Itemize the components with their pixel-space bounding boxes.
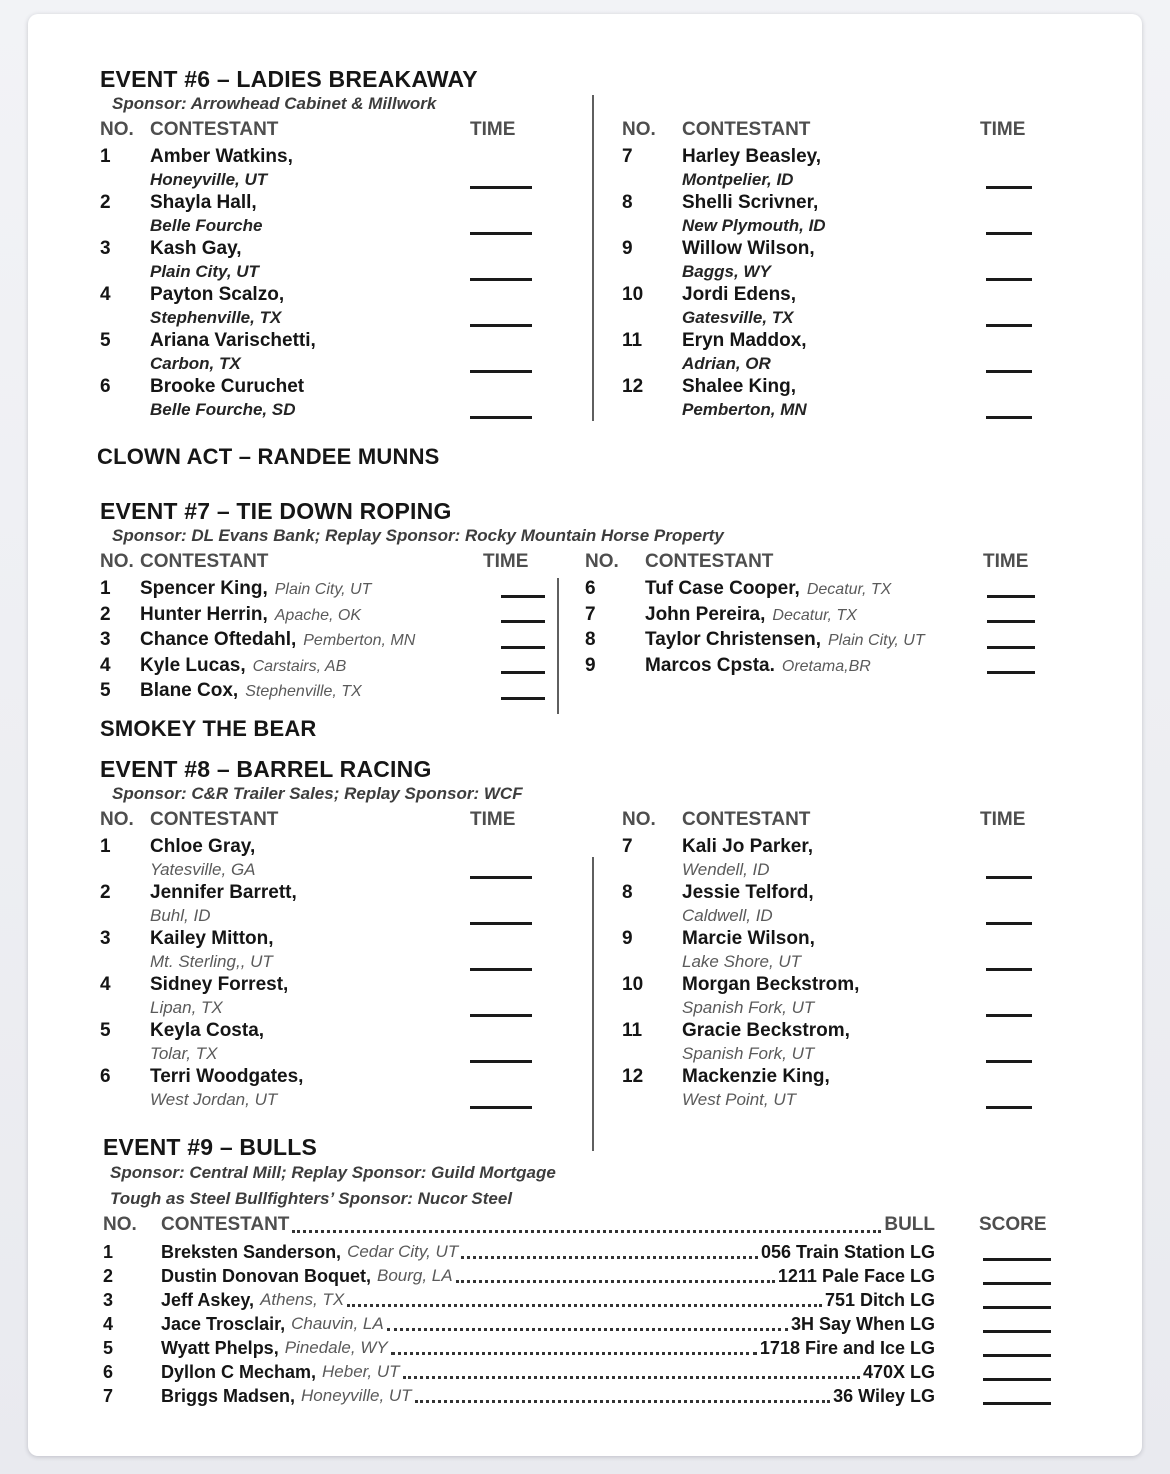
contestant-name: Briggs Madsen, <box>161 1386 296 1406</box>
contestant-name: Chloe Gray, <box>150 836 256 857</box>
contestant-name: Kash Gay, <box>150 238 242 259</box>
contestant-row <box>622 835 1032 881</box>
event-9-title: EVENT #9 – BULLS <box>103 1134 318 1160</box>
contestant-number: 12 <box>622 376 644 397</box>
dotted-leader <box>415 1400 831 1403</box>
time-blank-line <box>986 1106 1032 1109</box>
contestant-city: Decatur, TX <box>772 606 857 624</box>
contestant-name: Brooke Curuchet <box>150 376 305 397</box>
contestant-number: 3 <box>103 1290 114 1310</box>
smokey-heading: SMOKEY THE BEAR <box>100 716 317 741</box>
contestant-row <box>100 603 545 629</box>
contestant-name: Shalee King, <box>682 376 797 397</box>
time-blank-line <box>987 671 1035 674</box>
contestant-name: Shayla Hall, <box>150 192 257 213</box>
contestant-city: Decatur, TX <box>806 581 892 598</box>
contestant-number: 3 <box>100 928 111 949</box>
header-time: TIME <box>980 809 1026 830</box>
contestant-number: 6 <box>103 1362 114 1382</box>
contestant-city: Mt. Sterling,, UT <box>150 952 273 971</box>
contestant-name: Keyla Costa, <box>150 1020 265 1041</box>
contestant-row <box>100 654 545 680</box>
contestant-city: Yatesville, GA <box>150 860 256 879</box>
contestant-row <box>622 881 1032 927</box>
contestant-city: Cedar City, UT <box>347 1242 459 1261</box>
contestant-name: Mackenzie King, <box>682 1066 830 1087</box>
header-time: TIME <box>483 551 529 572</box>
event-7-sponsor: Sponsor: DL Evans Bank; Replay Sponsor: Rocky Mountain Horse Property <box>112 526 724 545</box>
contestant-row <box>100 329 532 375</box>
event-6-sponsor: Sponsor: Arrowhead Cabinet & Millwork <box>112 94 437 113</box>
contestant-name: Breksten Sanderson, <box>161 1242 342 1262</box>
contestant-number: 11 <box>622 1020 643 1041</box>
time-blank-line <box>986 186 1032 189</box>
score-blank-line <box>983 1354 1051 1357</box>
header-contestant: CONTESTANT <box>161 1214 290 1235</box>
contestant-city: New Plymouth, ID <box>682 216 826 235</box>
contestant-city: Stephenville, TX <box>245 683 362 700</box>
contestant-name: Marcie Wilson, <box>682 928 815 949</box>
contestant-city: Plain City, UT <box>274 581 372 598</box>
bull-row <box>103 1264 1060 1288</box>
bull-row <box>103 1384 1060 1408</box>
contestant-name: Marcos Cpsta. <box>645 654 775 676</box>
time-blank-line <box>986 876 1032 879</box>
contestant-number: 1 <box>100 578 111 599</box>
contestant-city: Chauvin, LA <box>291 1314 384 1333</box>
time-blank-line <box>501 620 545 623</box>
column-header <box>103 1212 1060 1238</box>
contestant-city: Heber, UT <box>322 1362 400 1381</box>
contestant-row <box>100 881 532 927</box>
event-8-right-column <box>622 807 1032 1111</box>
contestant-number: 1 <box>100 146 111 167</box>
header-contestant: CONTESTANT <box>682 119 811 140</box>
time-blank-line <box>987 620 1035 623</box>
contestant-number: 9 <box>622 928 633 949</box>
contestant-number: 9 <box>622 238 633 259</box>
contestant-city: Honeyville, UT <box>301 1386 412 1405</box>
contestant-city: Carstairs, AB <box>252 657 347 675</box>
header-time: TIME <box>470 809 516 830</box>
column-header <box>100 807 532 833</box>
contestant-name: Shelli Scrivner, <box>682 192 819 213</box>
header-contestant: CONTESTANT <box>150 809 279 830</box>
score-blank-line <box>983 1306 1051 1309</box>
time-blank-line <box>986 370 1032 373</box>
contestant-row <box>622 145 1032 191</box>
contestant-row <box>100 237 532 283</box>
column-divider <box>592 95 594 421</box>
contestant-number: 9 <box>585 654 596 676</box>
contestant-row <box>585 654 1035 680</box>
contestant-number: 5 <box>100 1020 111 1041</box>
contestant-number: 7 <box>622 836 633 857</box>
program-page <box>28 14 1142 1456</box>
contestant-city: Plain City, UT <box>150 262 259 281</box>
column-header <box>585 549 1035 575</box>
time-blank-line <box>470 968 532 971</box>
contestant-name: Kali Jo Parker, <box>682 836 813 857</box>
contestant-name: Hunter Herrin, <box>140 603 268 625</box>
header-score: SCORE <box>979 1214 1047 1235</box>
event-7-title: EVENT #7 – TIE DOWN ROPING <box>100 498 452 524</box>
contestant-row <box>622 191 1032 237</box>
dotted-leader <box>461 1256 758 1259</box>
score-blank-line <box>983 1258 1051 1261</box>
contestant-name: Jessie Telford, <box>682 882 814 903</box>
contestant-city: Gatesville, TX <box>682 308 794 327</box>
time-blank-line <box>987 595 1035 598</box>
contestant-row <box>100 1065 532 1111</box>
bull-name: 751 Ditch LG <box>824 1290 935 1310</box>
contestant-city: Pemberton, MN <box>303 632 416 649</box>
contestant-name: Jennifer Barrett, <box>150 882 297 903</box>
contestant-city: Oretama,BR <box>781 657 871 675</box>
bull-row <box>103 1240 1060 1264</box>
contestant-city: Pemberton, MN <box>682 400 807 419</box>
time-blank-line <box>986 416 1032 419</box>
contestant-name: Jordi Edens, <box>682 284 797 305</box>
event-9-section <box>103 1134 1060 1408</box>
contestant-number: 1 <box>100 836 111 857</box>
contestant-number: 8 <box>585 629 596 650</box>
time-blank-line <box>470 370 532 373</box>
contestant-number: 3 <box>100 629 111 650</box>
event-8-sponsor: Sponsor: C&R Trailer Sales; Replay Sponsor: WCF <box>112 784 523 803</box>
contestant-name: Kyle Lucas, <box>140 654 246 676</box>
bull-name: 36 Wiley LG <box>833 1386 935 1406</box>
event-7-columns <box>100 549 1075 705</box>
time-blank-line <box>470 186 532 189</box>
time-blank-line <box>501 595 545 598</box>
contestant-number: 2 <box>100 882 111 903</box>
contestant-row <box>100 375 532 421</box>
header-time: TIME <box>980 119 1026 140</box>
contestant-name: Eryn Maddox, <box>682 330 807 351</box>
time-blank-line <box>987 646 1035 649</box>
contestant-name: John Pereira, <box>645 603 766 625</box>
contestant-number: 6 <box>100 1066 111 1087</box>
contestant-name: Amber Watkins, <box>150 146 293 167</box>
column-header <box>622 807 1032 833</box>
contestant-city: Athens, TX <box>260 1290 345 1309</box>
contestant-row <box>100 679 545 705</box>
contestant-city: West Point, UT <box>682 1090 796 1109</box>
event-8-left-column <box>100 807 532 1111</box>
contestant-row <box>100 283 532 329</box>
contestant-name: Terri Woodgates, <box>150 1066 304 1087</box>
contestant-city: Spanish Fork, UT <box>682 998 815 1017</box>
event-6-right-column <box>622 117 1032 421</box>
contestant-city: Montpelier, ID <box>682 170 794 189</box>
contestant-name: Jace Trosclair, <box>161 1314 286 1334</box>
bull-name: 056 Train Station LG <box>760 1242 935 1262</box>
contestant-number: 8 <box>622 192 633 213</box>
contestant-row <box>622 329 1032 375</box>
contestant-name: Taylor Christensen, <box>645 629 821 650</box>
contestant-row <box>622 973 1032 1019</box>
header-no: NO. <box>622 809 656 830</box>
contestant-name: Spencer King, <box>140 578 268 599</box>
contestant-name: Gracie Beckstrom, <box>682 1020 850 1041</box>
score-blank-line <box>983 1378 1051 1381</box>
event-6-columns <box>100 117 1060 421</box>
bull-name: 3H Say When LG <box>790 1314 935 1334</box>
contestant-city: Belle Fourche, SD <box>150 400 296 419</box>
header-time: TIME <box>983 551 1029 572</box>
event-8-title: EVENT #8 – BARREL RACING <box>100 756 432 782</box>
contestant-number: 7 <box>585 603 596 625</box>
contestant-row <box>585 603 1035 629</box>
header-contestant: CONTESTANT <box>682 809 811 830</box>
score-blank-line <box>983 1330 1051 1333</box>
dotted-leader <box>391 1352 757 1355</box>
time-blank-line <box>501 697 545 700</box>
bull-row <box>103 1336 1060 1360</box>
time-blank-line <box>986 968 1032 971</box>
time-blank-line <box>986 278 1032 281</box>
contestant-row <box>100 1019 532 1065</box>
header-contestant: CONTESTANT <box>140 551 269 572</box>
contestant-city: Plain City, UT <box>827 632 925 649</box>
contestant-name: Jeff Askey, <box>161 1290 255 1310</box>
contestant-name: Willow Wilson, <box>682 238 815 259</box>
time-blank-line <box>470 278 532 281</box>
time-blank-line <box>986 1060 1032 1063</box>
header-no: NO. <box>585 551 619 572</box>
contestant-number: 7 <box>103 1386 114 1406</box>
contestant-number: 1 <box>103 1242 114 1262</box>
contestant-number: 5 <box>100 330 111 351</box>
header-bull: BULL <box>884 1214 935 1235</box>
header-time: TIME <box>470 119 516 140</box>
contestant-city: Pinedale, WY <box>284 1338 388 1357</box>
contestant-city: Spanish Fork, UT <box>682 1044 815 1063</box>
contestant-city: Bourg, LA <box>377 1266 453 1285</box>
contestant-city: Lipan, TX <box>150 998 223 1017</box>
event-9-sponsor: Sponsor: Central Mill; Replay Sponsor: Guild Mortgage <box>110 1163 556 1182</box>
contestant-city: Lake Shore, UT <box>682 952 802 971</box>
time-blank-line <box>470 1060 532 1063</box>
time-blank-line <box>470 232 532 235</box>
time-blank-line <box>470 416 532 419</box>
contestant-row <box>100 835 532 881</box>
time-blank-line <box>470 876 532 879</box>
contestant-name: Ariana Varischetti, <box>150 330 316 351</box>
contestant-number: 2 <box>103 1266 114 1286</box>
header-no: NO. <box>103 1214 137 1235</box>
event-7-section <box>100 498 1075 705</box>
contestant-number: 7 <box>622 146 633 167</box>
time-blank-line <box>986 324 1032 327</box>
time-blank-line <box>470 324 532 327</box>
contestant-row <box>100 927 532 973</box>
contestant-name: Sidney Forrest, <box>150 974 289 995</box>
dotted-leader <box>387 1328 788 1331</box>
contestant-name: Blane Cox, <box>140 680 239 701</box>
contestant-number: 12 <box>622 1066 644 1087</box>
column-header <box>622 117 1032 143</box>
contestant-number: 4 <box>100 284 111 305</box>
contestant-number: 6 <box>100 376 111 397</box>
contestant-row <box>100 191 532 237</box>
contestant-number: 4 <box>100 654 111 676</box>
contestant-number: 5 <box>100 680 111 701</box>
header-contestant: CONTESTANT <box>645 551 774 572</box>
bull-name: 470X LG <box>862 1362 935 1382</box>
event-8-columns <box>100 807 1060 1111</box>
contestant-name: Morgan Beckstrom, <box>682 974 860 995</box>
contestant-number: 3 <box>100 238 111 259</box>
event-6-left-column <box>100 117 532 421</box>
event-6-section <box>100 66 1060 421</box>
contestant-row <box>100 577 545 603</box>
contestant-row <box>622 237 1032 283</box>
event-9-sponsor-2: Tough as Steel Bullfighters’ Sponsor: Nucor Steel <box>110 1189 513 1208</box>
contestant-city: Buhl, ID <box>150 906 211 925</box>
header-no: NO. <box>100 119 134 140</box>
contestant-number: 10 <box>622 974 644 995</box>
time-blank-line <box>501 671 545 674</box>
time-blank-line <box>470 922 532 925</box>
contestant-row <box>622 1019 1032 1065</box>
contestant-number: 4 <box>100 974 111 995</box>
contestant-name: Wyatt Phelps, <box>161 1338 279 1358</box>
header-no: NO. <box>100 551 134 572</box>
contestant-number: 8 <box>622 882 633 903</box>
dotted-leader <box>292 1230 881 1233</box>
contestant-name: Chance Oftedahl, <box>140 629 297 650</box>
score-blank-line <box>983 1402 1051 1405</box>
contestant-city: Wendell, ID <box>682 860 770 879</box>
header-contestant: CONTESTANT <box>150 119 279 140</box>
header-no: NO. <box>622 119 656 140</box>
contestant-city: Honeyville, UT <box>150 170 268 189</box>
bull-name: 1718 Fire and Ice LG <box>759 1338 935 1358</box>
contestant-name: Tuf Case Cooper, <box>645 578 800 599</box>
contestant-city: Adrian, OR <box>682 354 771 373</box>
contestant-city: Baggs, WY <box>682 262 771 281</box>
contestant-name: Dyllon C Mecham, <box>161 1362 317 1382</box>
time-blank-line <box>501 646 545 649</box>
dotted-leader <box>456 1280 775 1283</box>
contestant-row <box>100 145 532 191</box>
contestant-number: 2 <box>100 192 111 213</box>
bull-name: 1211 Pale Face LG <box>777 1266 935 1286</box>
clown-act-heading: CLOWN ACT – RANDEE MUNNS <box>97 444 440 469</box>
contestant-row <box>585 628 1035 654</box>
contestant-number: 5 <box>103 1338 114 1358</box>
contestant-city: Apache, OK <box>274 606 362 624</box>
event-6-title: EVENT #6 – LADIES BREAKAWAY <box>100 66 478 92</box>
time-blank-line <box>986 922 1032 925</box>
event-8-section <box>100 756 1060 1111</box>
contestant-row <box>622 1065 1032 1111</box>
contestant-name: Dustin Donovan Boquet, <box>161 1266 371 1286</box>
time-blank-line <box>470 1014 532 1017</box>
column-header <box>100 117 532 143</box>
contestant-city: Tolar, TX <box>150 1044 218 1063</box>
contestant-city: West Jordan, UT <box>150 1090 278 1109</box>
column-divider <box>557 578 559 714</box>
dotted-leader <box>347 1304 822 1307</box>
header-no: NO. <box>100 809 134 830</box>
time-blank-line <box>986 232 1032 235</box>
bull-row <box>103 1360 1060 1384</box>
event-7-left-column <box>100 549 545 705</box>
time-blank-line <box>986 1014 1032 1017</box>
contestant-number: 4 <box>103 1314 114 1334</box>
bull-row <box>103 1288 1060 1312</box>
contestant-city: Stephenville, TX <box>150 308 282 327</box>
contestant-row <box>585 577 1035 603</box>
contestant-row <box>622 927 1032 973</box>
contestant-number: 11 <box>622 330 643 351</box>
contestant-city: Belle Fourche <box>150 216 263 235</box>
contestant-row <box>622 283 1032 329</box>
contestant-number: 6 <box>585 578 596 599</box>
contestant-row <box>622 375 1032 421</box>
column-header <box>100 549 545 575</box>
contestant-number: 10 <box>622 284 644 305</box>
time-blank-line <box>470 1106 532 1109</box>
contestant-city: Caldwell, ID <box>682 906 773 925</box>
contestant-row <box>100 973 532 1019</box>
dotted-leader <box>403 1376 860 1379</box>
score-blank-line <box>983 1282 1051 1285</box>
contestant-row <box>100 628 545 654</box>
event-7-right-column <box>585 549 1035 705</box>
contestant-name: Payton Scalzo, <box>150 284 285 305</box>
contestant-city: Carbon, TX <box>150 354 241 373</box>
contestant-name: Harley Beasley, <box>682 146 822 167</box>
column-divider <box>592 857 594 1151</box>
contestant-name: Kailey Mitton, <box>150 928 274 949</box>
contestant-number: 2 <box>100 603 111 625</box>
bull-row <box>103 1312 1060 1336</box>
